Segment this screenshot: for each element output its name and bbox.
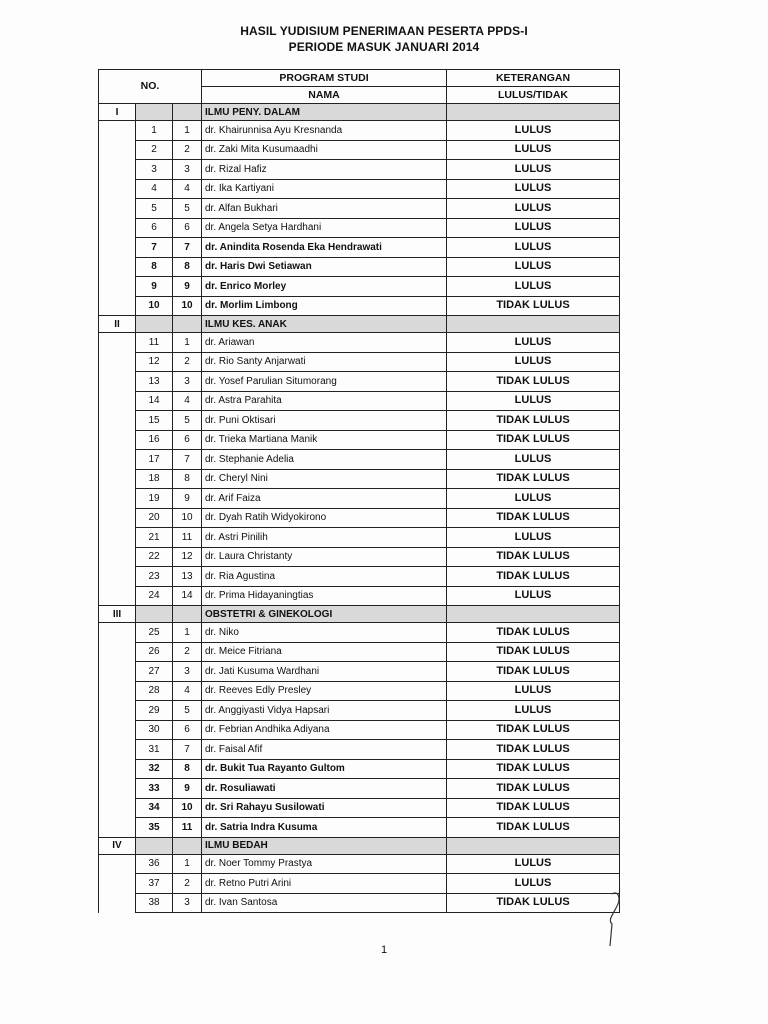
row-sub-number: 1 xyxy=(173,854,202,874)
row-name: dr. Puni Oktisari xyxy=(202,411,447,431)
yudisium-table xyxy=(98,69,620,913)
row-status: LULUS xyxy=(447,333,620,353)
row-section-spacer xyxy=(99,642,136,662)
row-sub-number: 6 xyxy=(173,218,202,238)
row-section-spacer xyxy=(99,489,136,509)
row-status: LULUS xyxy=(447,489,620,509)
row-sub-number: 4 xyxy=(173,681,202,701)
section-blank-cell xyxy=(447,104,620,121)
row-name: dr. Khairunnisa Ayu Kresnanda xyxy=(202,121,447,141)
row-sub-number: 8 xyxy=(173,257,202,277)
row-status: LULUS xyxy=(447,352,620,372)
section-blank-cell xyxy=(136,606,173,623)
row-number: 16 xyxy=(136,430,173,450)
row-name: dr. Reeves Edly Presley xyxy=(202,681,447,701)
row-name: dr. Zaki Mita Kusumaadhi xyxy=(202,140,447,160)
row-sub-number: 4 xyxy=(173,391,202,411)
signature-mark xyxy=(598,890,638,950)
document-title: HASIL YUDISIUM PENERIMAAN PESERTA PPDS-I xyxy=(240,24,528,38)
row-status: LULUS xyxy=(447,391,620,411)
header-lulus-tidak: LULUS/TIDAK xyxy=(447,87,620,104)
row-number: 5 xyxy=(136,199,173,219)
table-row xyxy=(99,508,620,528)
table-row xyxy=(99,528,620,548)
row-section-spacer xyxy=(99,893,136,913)
row-sub-number: 3 xyxy=(173,893,202,913)
row-section-spacer xyxy=(99,681,136,701)
row-status: TIDAK LULUS xyxy=(447,469,620,489)
row-status: TIDAK LULUS xyxy=(447,623,620,643)
table-row xyxy=(99,547,620,567)
document-subtitle: PERIODE MASUK JANUARI 2014 xyxy=(288,40,480,54)
row-section-spacer xyxy=(99,199,136,219)
section-header-row xyxy=(99,837,620,854)
section-blank-cell xyxy=(173,837,202,854)
row-sub-number: 1 xyxy=(173,121,202,141)
row-status: TIDAK LULUS xyxy=(447,759,620,779)
row-name: dr. Bukit Tua Rayanto Gultom xyxy=(202,759,447,779)
table-row xyxy=(99,740,620,760)
row-section-spacer xyxy=(99,798,136,818)
row-status: LULUS xyxy=(447,701,620,721)
row-number: 13 xyxy=(136,372,173,392)
table-row xyxy=(99,874,620,894)
row-name: dr. Ariawan xyxy=(202,333,447,353)
row-status: TIDAK LULUS xyxy=(447,798,620,818)
row-name: dr. Anindita Rosenda Eka Hendrawati xyxy=(202,238,447,258)
row-section-spacer xyxy=(99,218,136,238)
row-section-spacer xyxy=(99,508,136,528)
row-number: 28 xyxy=(136,681,173,701)
row-name: dr. Angela Setya Hardhani xyxy=(202,218,447,238)
table-row xyxy=(99,179,620,199)
row-section-spacer xyxy=(99,179,136,199)
table-row xyxy=(99,411,620,431)
row-name: dr. Faisal Afif xyxy=(202,740,447,760)
row-section-spacer xyxy=(99,450,136,470)
row-number: 7 xyxy=(136,238,173,258)
header-program-studi: PROGRAM STUDI xyxy=(202,70,447,87)
row-status: TIDAK LULUS xyxy=(447,893,620,913)
table-row xyxy=(99,391,620,411)
section-number: IV xyxy=(99,837,136,854)
row-status: TIDAK LULUS xyxy=(447,372,620,392)
row-sub-number: 3 xyxy=(173,160,202,180)
row-name: dr. Ika Kartiyani xyxy=(202,179,447,199)
section-header-row xyxy=(99,606,620,623)
row-status: LULUS xyxy=(447,450,620,470)
row-sub-number: 6 xyxy=(173,430,202,450)
row-section-spacer xyxy=(99,528,136,548)
row-sub-number: 7 xyxy=(173,740,202,760)
row-number: 2 xyxy=(136,140,173,160)
row-sub-number: 1 xyxy=(173,333,202,353)
row-number: 25 xyxy=(136,623,173,643)
row-status: TIDAK LULUS xyxy=(447,547,620,567)
row-section-spacer xyxy=(99,779,136,799)
row-name: dr. Ivan Santosa xyxy=(202,893,447,913)
row-section-spacer xyxy=(99,854,136,874)
section-name: ILMU KES. ANAK xyxy=(202,316,447,333)
section-blank-cell xyxy=(136,316,173,333)
row-name: dr. Ria Agustina xyxy=(202,567,447,587)
row-status: TIDAK LULUS xyxy=(447,662,620,682)
section-blank-cell xyxy=(173,316,202,333)
row-sub-number: 13 xyxy=(173,567,202,587)
row-sub-number: 8 xyxy=(173,469,202,489)
row-name: dr. Anggiyasti Vidya Hapsari xyxy=(202,701,447,721)
row-number: 37 xyxy=(136,874,173,894)
table-row xyxy=(99,121,620,141)
row-sub-number: 2 xyxy=(173,140,202,160)
section-blank-cell xyxy=(447,606,620,623)
table-row xyxy=(99,199,620,219)
row-name: dr. Jati Kusuma Wardhani xyxy=(202,662,447,682)
row-number: 14 xyxy=(136,391,173,411)
row-name: dr. Sri Rahayu Susilowati xyxy=(202,798,447,818)
row-section-spacer xyxy=(99,547,136,567)
table-row xyxy=(99,140,620,160)
row-status: LULUS xyxy=(447,854,620,874)
row-sub-number: 2 xyxy=(173,352,202,372)
row-number: 19 xyxy=(136,489,173,509)
table-row xyxy=(99,372,620,392)
row-name: dr. Laura Christanty xyxy=(202,547,447,567)
row-sub-number: 5 xyxy=(173,411,202,431)
section-header-row xyxy=(99,104,620,121)
row-number: 10 xyxy=(136,296,173,316)
row-number: 38 xyxy=(136,893,173,913)
header-keterangan: KETERANGAN xyxy=(447,70,620,87)
row-sub-number: 4 xyxy=(173,179,202,199)
row-sub-number: 7 xyxy=(173,238,202,258)
table-row xyxy=(99,567,620,587)
row-number: 24 xyxy=(136,586,173,606)
row-status: LULUS xyxy=(447,586,620,606)
row-status: TIDAK LULUS xyxy=(447,430,620,450)
row-status: LULUS xyxy=(447,140,620,160)
row-status: LULUS xyxy=(447,160,620,180)
row-sub-number: 10 xyxy=(173,508,202,528)
row-name: dr. Dyah Ratih Widyokirono xyxy=(202,508,447,528)
row-sub-number: 3 xyxy=(173,662,202,682)
row-name: dr. Astra Parahita xyxy=(202,391,447,411)
table-row xyxy=(99,759,620,779)
row-section-spacer xyxy=(99,257,136,277)
row-number: 17 xyxy=(136,450,173,470)
table-row xyxy=(99,450,620,470)
row-name: dr. Rosuliawati xyxy=(202,779,447,799)
row-number: 8 xyxy=(136,257,173,277)
row-status: LULUS xyxy=(447,874,620,894)
row-name: dr. Trieka Martiana Manik xyxy=(202,430,447,450)
row-number: 6 xyxy=(136,218,173,238)
row-section-spacer xyxy=(99,567,136,587)
row-number: 9 xyxy=(136,277,173,297)
row-status: LULUS xyxy=(447,121,620,141)
row-name: dr. Astri Pinilih xyxy=(202,528,447,548)
row-status: TIDAK LULUS xyxy=(447,779,620,799)
table-row xyxy=(99,586,620,606)
section-blank-cell xyxy=(136,837,173,854)
row-number: 29 xyxy=(136,701,173,721)
row-section-spacer xyxy=(99,874,136,894)
row-status: LULUS xyxy=(447,277,620,297)
row-name: dr. Morlim Limbong xyxy=(202,296,447,316)
row-name: dr. Prima Hidayaningtias xyxy=(202,586,447,606)
table-row xyxy=(99,623,620,643)
row-sub-number: 6 xyxy=(173,720,202,740)
row-number: 23 xyxy=(136,567,173,587)
row-sub-number: 11 xyxy=(173,818,202,838)
row-sub-number: 9 xyxy=(173,489,202,509)
row-sub-number: 3 xyxy=(173,372,202,392)
row-sub-number: 11 xyxy=(173,528,202,548)
header-no: NO. xyxy=(99,70,202,104)
row-sub-number: 7 xyxy=(173,450,202,470)
row-status: TIDAK LULUS xyxy=(447,720,620,740)
section-blank-cell xyxy=(173,104,202,121)
row-sub-number: 8 xyxy=(173,759,202,779)
row-sub-number: 14 xyxy=(173,586,202,606)
row-name: dr. Yosef Parulian Situmorang xyxy=(202,372,447,392)
row-sub-number: 2 xyxy=(173,642,202,662)
row-section-spacer xyxy=(99,238,136,258)
row-status: TIDAK LULUS xyxy=(447,296,620,316)
row-status: LULUS xyxy=(447,179,620,199)
table-row xyxy=(99,701,620,721)
row-name: dr. Niko xyxy=(202,623,447,643)
row-number: 31 xyxy=(136,740,173,760)
table-row xyxy=(99,818,620,838)
row-number: 36 xyxy=(136,854,173,874)
row-name: dr. Satria Indra Kusuma xyxy=(202,818,447,838)
row-number: 1 xyxy=(136,121,173,141)
row-sub-number: 12 xyxy=(173,547,202,567)
row-sub-number: 1 xyxy=(173,623,202,643)
row-number: 35 xyxy=(136,818,173,838)
table-row xyxy=(99,642,620,662)
table-row xyxy=(99,469,620,489)
row-sub-number: 10 xyxy=(173,296,202,316)
section-blank-cell xyxy=(136,104,173,121)
row-sub-number: 2 xyxy=(173,874,202,894)
row-sub-number: 10 xyxy=(173,798,202,818)
row-number: 32 xyxy=(136,759,173,779)
row-status: LULUS xyxy=(447,238,620,258)
table-row xyxy=(99,333,620,353)
row-section-spacer xyxy=(99,469,136,489)
row-number: 18 xyxy=(136,469,173,489)
table-row xyxy=(99,296,620,316)
table-row xyxy=(99,681,620,701)
row-name: dr. Retno Putri Arini xyxy=(202,874,447,894)
table-row xyxy=(99,277,620,297)
row-section-spacer xyxy=(99,759,136,779)
section-blank-cell xyxy=(447,837,620,854)
row-number: 15 xyxy=(136,411,173,431)
table-header-row-1 xyxy=(99,70,620,87)
row-status: TIDAK LULUS xyxy=(447,508,620,528)
table-row xyxy=(99,352,620,372)
section-name: ILMU PENY. DALAM xyxy=(202,104,447,121)
section-number: II xyxy=(99,316,136,333)
row-name: dr. Febrian Andhika Adiyana xyxy=(202,720,447,740)
row-status: LULUS xyxy=(447,199,620,219)
row-name: dr. Noer Tommy Prastya xyxy=(202,854,447,874)
section-name: ILMU BEDAH xyxy=(202,837,447,854)
section-number: I xyxy=(99,104,136,121)
row-number: 11 xyxy=(136,333,173,353)
row-sub-number: 9 xyxy=(173,277,202,297)
section-number: III xyxy=(99,606,136,623)
row-section-spacer xyxy=(99,662,136,682)
row-sub-number: 5 xyxy=(173,199,202,219)
row-name: dr. Arif Faiza xyxy=(202,489,447,509)
row-name: dr. Haris Dwi Setiawan xyxy=(202,257,447,277)
row-section-spacer xyxy=(99,121,136,141)
row-section-spacer xyxy=(99,140,136,160)
row-section-spacer xyxy=(99,160,136,180)
table-row xyxy=(99,257,620,277)
section-header-row xyxy=(99,316,620,333)
table-row xyxy=(99,854,620,874)
row-status: TIDAK LULUS xyxy=(447,818,620,838)
row-section-spacer xyxy=(99,740,136,760)
row-section-spacer xyxy=(99,623,136,643)
row-status: LULUS xyxy=(447,681,620,701)
table-row xyxy=(99,218,620,238)
table-row xyxy=(99,430,620,450)
row-section-spacer xyxy=(99,720,136,740)
row-number: 30 xyxy=(136,720,173,740)
row-section-spacer xyxy=(99,586,136,606)
row-section-spacer xyxy=(99,352,136,372)
row-name: dr. Meice Fitriana xyxy=(202,642,447,662)
row-section-spacer xyxy=(99,430,136,450)
row-number: 3 xyxy=(136,160,173,180)
row-name: dr. Alfan Bukhari xyxy=(202,199,447,219)
row-name: dr. Rio Santy Anjarwati xyxy=(202,352,447,372)
row-section-spacer xyxy=(99,277,136,297)
row-number: 34 xyxy=(136,798,173,818)
table-row xyxy=(99,160,620,180)
row-name: dr. Enrico Morley xyxy=(202,277,447,297)
row-status: LULUS xyxy=(447,528,620,548)
header-nama: NAMA xyxy=(202,87,447,104)
table-row xyxy=(99,662,620,682)
row-sub-number: 5 xyxy=(173,701,202,721)
section-name: OBSTETRI & GINEKOLOGI xyxy=(202,606,447,623)
page-number: 1 xyxy=(380,944,388,956)
row-name: dr. Rizal Hafiz xyxy=(202,160,447,180)
row-section-spacer xyxy=(99,391,136,411)
row-number: 12 xyxy=(136,352,173,372)
row-status: LULUS xyxy=(447,218,620,238)
row-number: 20 xyxy=(136,508,173,528)
row-section-spacer xyxy=(99,372,136,392)
row-section-spacer xyxy=(99,296,136,316)
row-status: TIDAK LULUS xyxy=(447,740,620,760)
row-section-spacer xyxy=(99,818,136,838)
row-status: LULUS xyxy=(447,257,620,277)
row-section-spacer xyxy=(99,701,136,721)
table-row xyxy=(99,238,620,258)
row-name: dr. Stephanie Adelia xyxy=(202,450,447,470)
row-number: 27 xyxy=(136,662,173,682)
row-status: TIDAK LULUS xyxy=(447,567,620,587)
row-status: TIDAK LULUS xyxy=(447,411,620,431)
row-section-spacer xyxy=(99,411,136,431)
table-row xyxy=(99,893,620,913)
row-number: 4 xyxy=(136,179,173,199)
section-blank-cell xyxy=(173,606,202,623)
row-name: dr. Cheryl Nini xyxy=(202,469,447,489)
row-number: 33 xyxy=(136,779,173,799)
row-sub-number: 9 xyxy=(173,779,202,799)
row-number: 22 xyxy=(136,547,173,567)
section-blank-cell xyxy=(447,316,620,333)
table-row xyxy=(99,798,620,818)
table-row xyxy=(99,720,620,740)
table-row xyxy=(99,779,620,799)
table-row xyxy=(99,489,620,509)
row-section-spacer xyxy=(99,333,136,353)
row-number: 21 xyxy=(136,528,173,548)
row-status: TIDAK LULUS xyxy=(447,642,620,662)
row-number: 26 xyxy=(136,642,173,662)
